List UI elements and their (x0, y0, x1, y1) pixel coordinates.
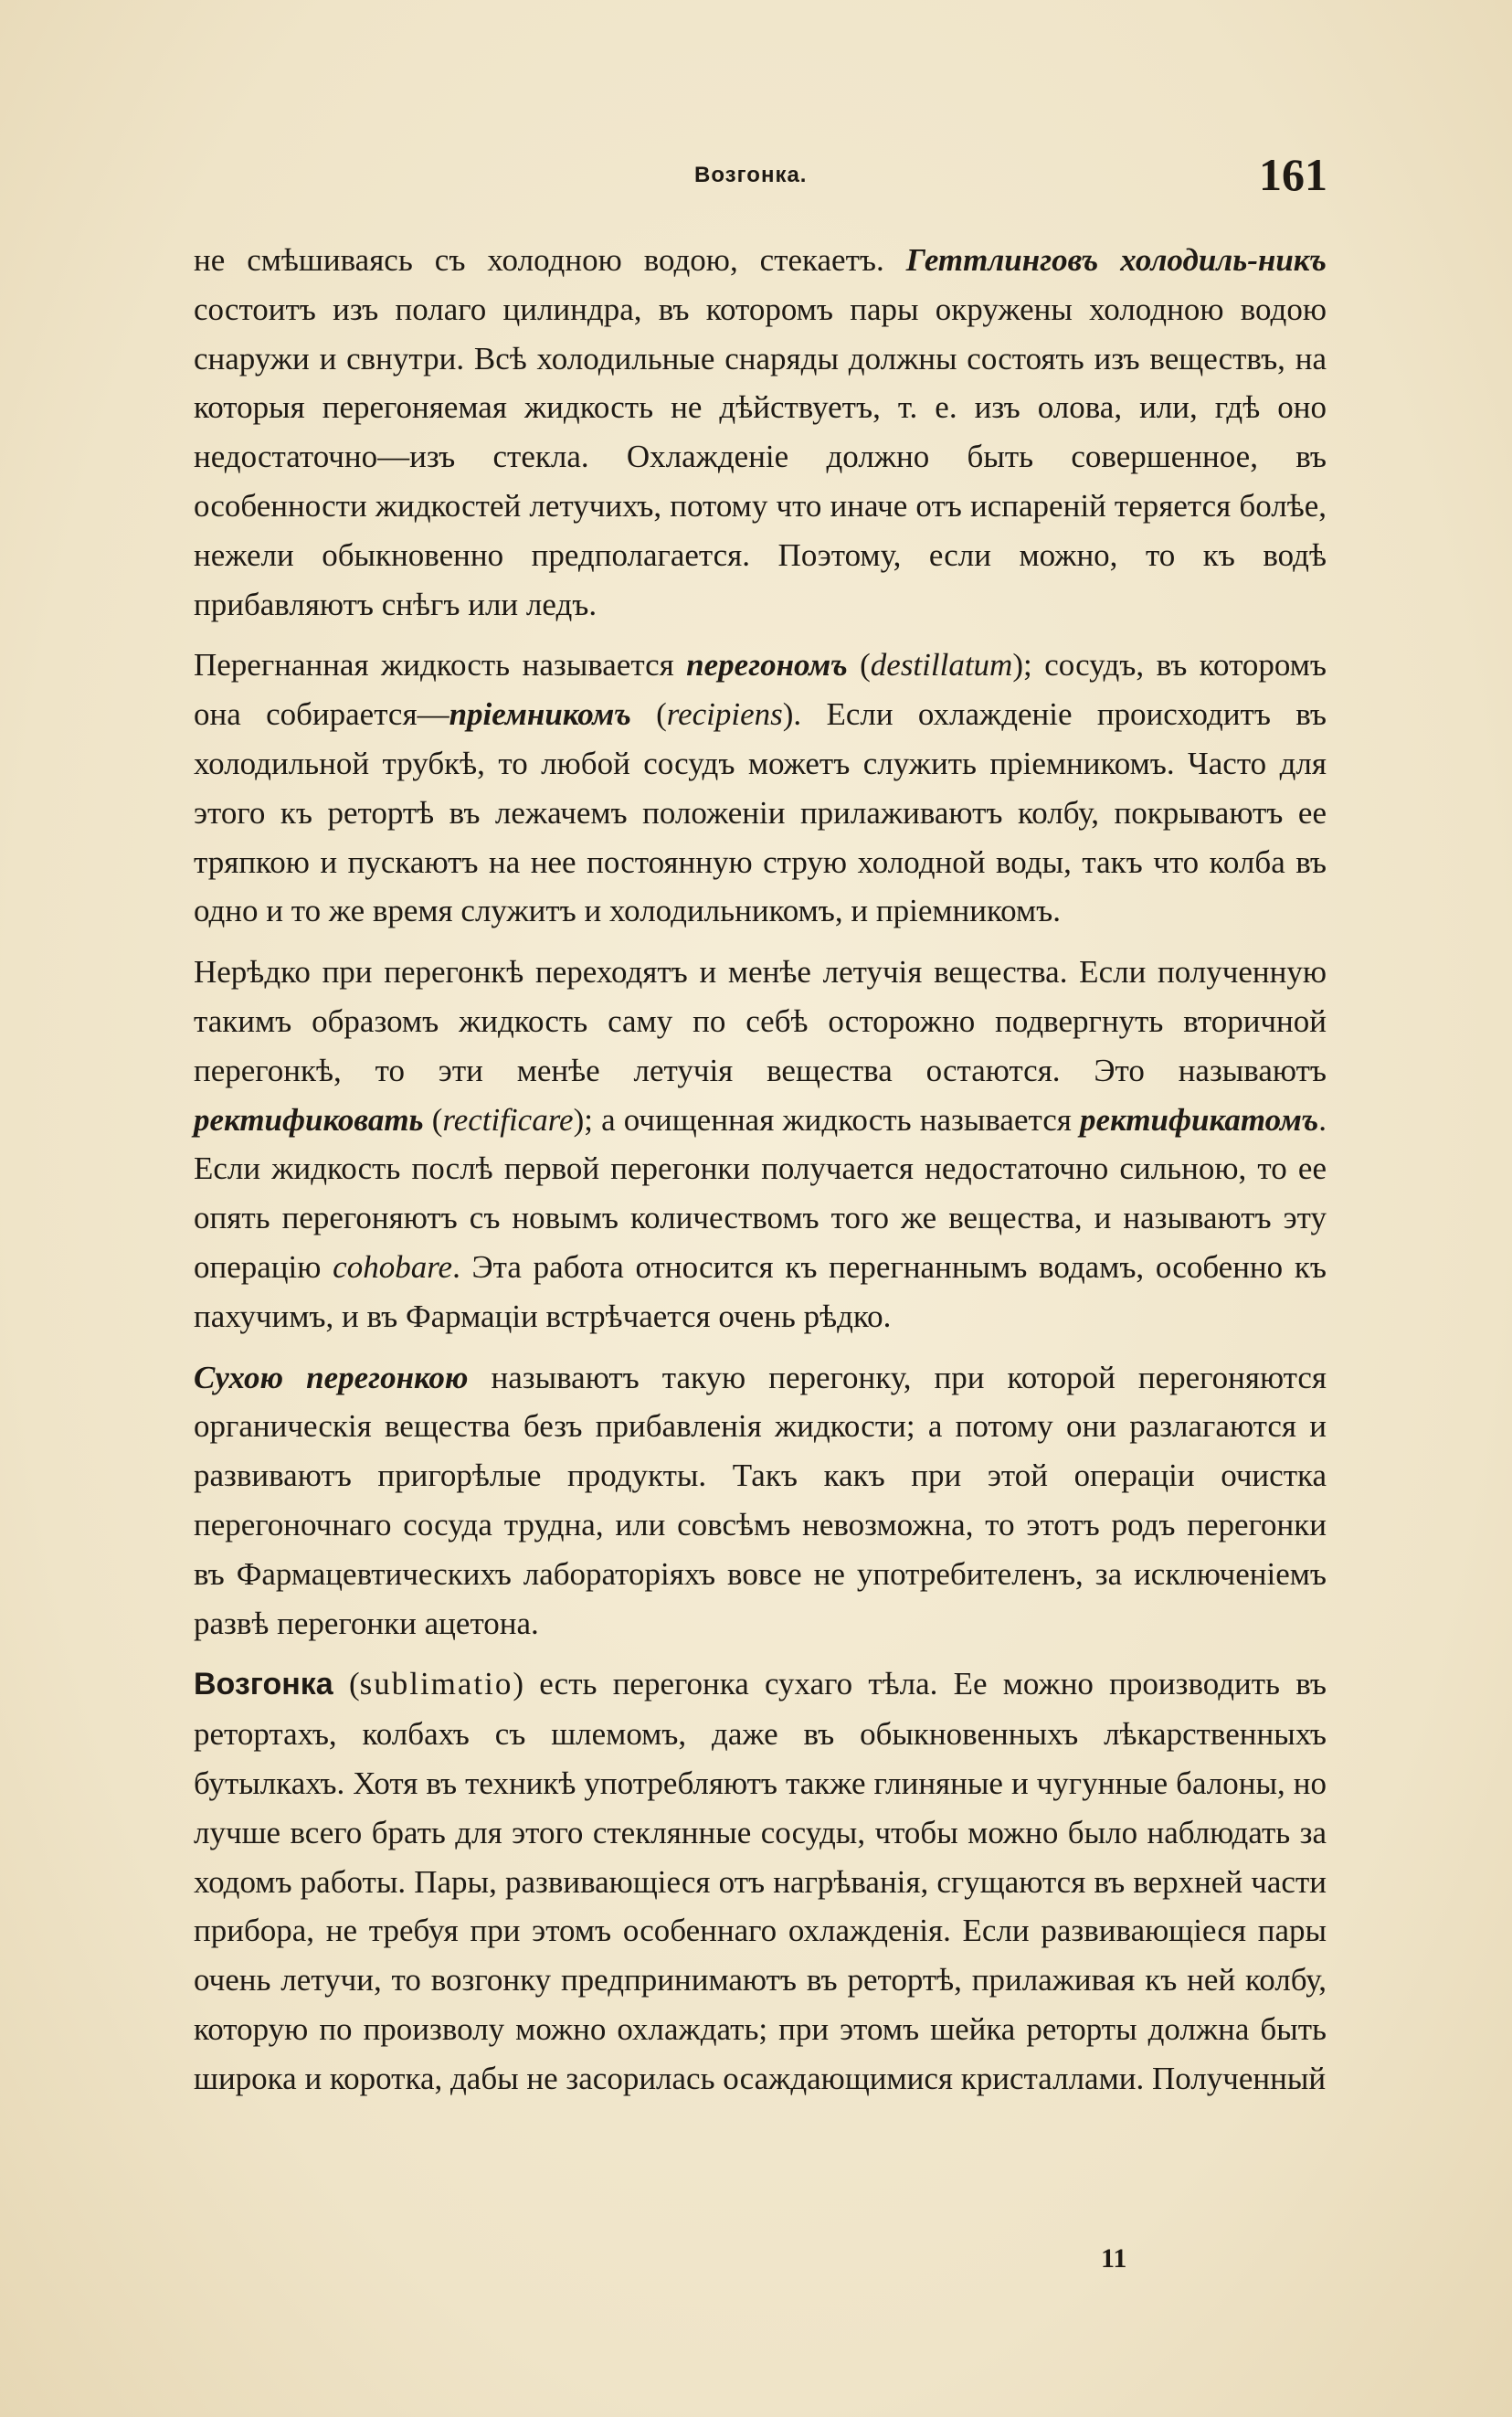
text-run: ) есть перегонка сухаго тѣла. Ее можно производить въ ретортахъ, колбахъ съ шлемомъ, даже въ обыкновенныхъ лѣкарственныхъ бутылкахъ. Хотя въ техникѣ употребляютъ также глиняные и чугунные балоны, но лучше всего брать для этого стеклянные сосуды, чтобы можно было наблюдать за ходомъ работы. Пары, развивающіеся отъ нагрѣванія, сгущаются въ верхней части прибора, не требуя при этомъ особеннаго охлажденія. Если развивающіеся пары очень летучи, то возгонку предпринимаютъ въ ретортѣ, прилаживая къ ней колбу, которую по произволу можно охлаждать; при этомъ шейка реторты должна быть широка и коротка, дабы не засорилась осаждающимися кристаллами. Полученный (194, 1666, 1327, 2096)
signature-mark: 11 (1101, 2243, 1127, 2274)
text-run: Перегнанная жидкость называется (194, 647, 687, 684)
section-heading-sublimation: Возгонка (194, 1667, 333, 1702)
paragraph-3 (194, 948, 1327, 1341)
text-run: не смѣшиваясь съ холодною водою, стекаетъ. (194, 242, 906, 278)
paragraph-2 (194, 641, 1327, 936)
text-run: ( (423, 1101, 443, 1138)
text-run: . Эта работа относится къ перегнаннымъ водамъ, особенно къ пахучимъ, и въ Фармаціи встрѣчается очень рѣдко. (194, 1248, 1327, 1334)
text-run: ( (333, 1666, 360, 1702)
page-number: 161 (1259, 149, 1327, 200)
text-run: ( (630, 696, 667, 733)
body-text (194, 236, 1327, 2115)
text-run: Нерѣдко при перегонкѣ переходятъ и менѣе летучія вещества. Если полученную такимъ образомъ жидкость саму по себѣ осторожно подвергнуть вторичной перегонкѣ, то эти менѣе летучія вещества остаются. Это называютъ (194, 954, 1327, 1088)
text-run: ). Если охлажденіе происходитъ въ холодильной трубкѣ, то любой сосудъ можетъ служить пріемникомъ. Часто для этого къ ретортѣ въ лежачемъ положеніи прилаживаютъ колбу, покрываютъ ее тряпкою и пускаютъ на нее постоянную струю холодной воды, такъ что колба въ одно и то же время служитъ и холодильникомъ, и пріемникомъ. (194, 696, 1327, 929)
text-run: состоитъ изъ полаго цилиндра, въ которомъ пары окружены холодною водою снаружи и свнутри. Всѣ холодильные снаряды должны состоять изъ веществъ, на которыя перегоняемая жидкость не дѣйствуетъ, т. е. изъ олова, или, гдѣ оно недостаточно—изъ стекла. Охлажденіе должно быть совершенное, въ особенности жидкостей летучихъ, потому что иначе отъ испареній теряется болѣе, нежели обыкновенно предполагается. Поэтому, если можно, то къ водѣ прибавляютъ снѣгъ или ледъ. (194, 291, 1327, 622)
text-run: ); сосудъ, въ которомъ она собирается— (194, 647, 1327, 733)
latin-destillatum: destillatum (870, 647, 1013, 684)
text-run: ); а очищенная жидкость называется (573, 1101, 1080, 1138)
paragraph-4 (194, 1353, 1327, 1648)
running-title: Возгонка. (694, 163, 808, 187)
paragraph-5 (194, 1659, 1327, 2103)
term-receiver: пріемникомъ (449, 696, 631, 733)
term-gettling-condenser: Геттлинговъ холодиль-никъ (905, 242, 1327, 278)
text-run: ( (847, 647, 871, 684)
latin-sublimatio: sublimatio (359, 1666, 513, 1702)
paragraph-1 (194, 236, 1327, 629)
term-rectify: ректификовать (194, 1101, 424, 1138)
latin-rectificare: rectificare (442, 1101, 574, 1138)
text-run: . Если жидкость послѣ первой перегонки получается недостаточно сильною, то ее опять перегоняютъ съ новымъ количествомъ того же вещества, и называютъ эту операцію (194, 1101, 1327, 1285)
running-head (0, 149, 1512, 200)
term-dry-distillation: Сухою перегонкою (194, 1359, 469, 1395)
term-rectificate: ректификатомъ (1080, 1101, 1319, 1138)
term-distillate: перегономъ (686, 647, 848, 684)
text-run: называютъ такую перегонку, при которой перегоняются органическія вещества безъ прибавленія жидкости; а потому они разлагаются и развиваютъ пригорѣлые продукты. Такъ какъ при этой операціи очистка перегоночнаго сосуда трудна, или совсѣмъ невозможна, то этотъ родъ перегонки въ Фармацевтическихъ лабораторіяхъ вовсе не употребителенъ, за исключеніемъ развѣ перегонки ацетона. (194, 1359, 1327, 1641)
latin-recipiens: recipiens (666, 696, 783, 733)
latin-cohobare: cohobare (333, 1248, 453, 1285)
